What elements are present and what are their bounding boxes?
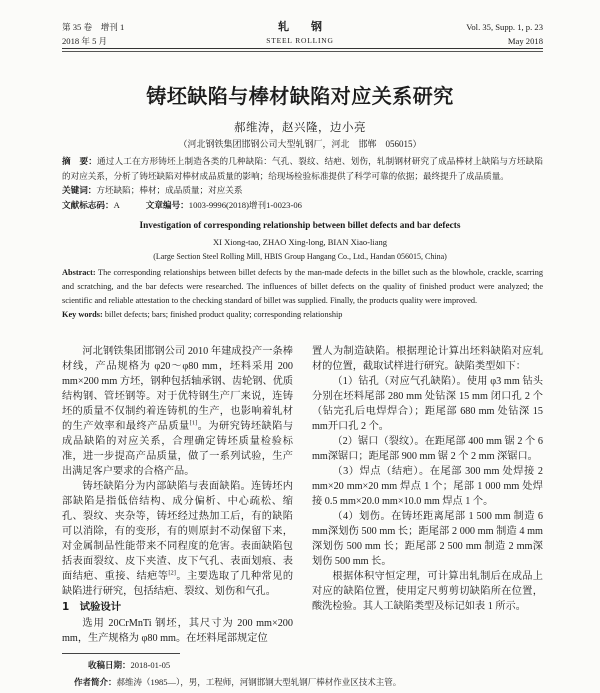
keywords-en-label: Key words: xyxy=(62,310,103,320)
affiliation-en: (Large Section Steel Rolling Mill, HBIS Group Hangang Co., Ltd., Handan 056015, China) xyxy=(153,252,447,261)
keywords-en xyxy=(62,308,543,322)
keywords-cn xyxy=(62,183,543,198)
authors-en: XI Xiong-tao, ZHAO Xing-long, BIAN Xiao-liang xyxy=(213,237,387,247)
abstract-cn-block xyxy=(62,154,543,213)
doc-code-label: 文献标志码： xyxy=(62,201,114,211)
bio-text: 郝维涛（1985—），男，工程师，河钢邯钢大型轧钢厂棒材作业区技术主管。 xyxy=(116,677,402,687)
header-date-cn: 2018 年 5 月 xyxy=(62,36,108,46)
inspection-paragraph: 根据体积守恒定理，可计算出轧制后在成品上对应的缺陷位置，使用定尺剪剪切缺陷所在位置，酸洗检验。其人工缺陷类型及标记如表 1 所示。 xyxy=(312,571,543,612)
paper-title-en: Investigation of corresponding relationship between billet defects and bar defects xyxy=(139,221,461,231)
defect-item-drilled-hole: （1）钻孔（对应气孔缺陷）。使用 φ3 mm 钻头分别在坯料尾部 280 mm 处钻深 15 mm 闭口孔 2 个（钻完孔后电焊焊合）；距尾部 680 mm 处钻深 15 mm开口孔 2 个。 xyxy=(312,376,543,432)
received-label: 收稿日期： xyxy=(88,661,131,671)
intro-paragraph-2 xyxy=(62,479,293,599)
reference-marker-1: [1] xyxy=(189,419,198,427)
header-journal-cn: 轧 钢 xyxy=(278,20,322,33)
header-volume-info xyxy=(62,20,124,48)
keywords-cn-label: 关键词： xyxy=(62,186,97,196)
experiment-paragraph-start: 选用 20CrMnTi 钢坯，其尺寸为 200 mm×200 mm，生产规格为 φ80 mm。在坯料尾部规定位 xyxy=(62,618,293,644)
header-rule xyxy=(62,48,543,52)
abstract-cn-label: 摘 要： xyxy=(62,157,97,167)
doc-code-value: A xyxy=(113,200,120,210)
keywords-cn-text: 方坯缺陷；棒材；成品质量；对应关系 xyxy=(96,185,243,195)
article-number-value: 1003-9996(2018)增刊1-0023-06 xyxy=(188,200,302,210)
affiliation-cn: （河北钢铁集团邯钢公司大型轧钢厂，河北 邯郸 056015） xyxy=(178,139,422,149)
experiment-paragraph-continued: 置人为制造缺陷。根据理论计算出坯料缺陷对应轧材的位置，截取试样进行研究。缺陷类型如下： xyxy=(312,346,543,372)
footnote-received-date xyxy=(88,659,170,673)
abstract-cn xyxy=(62,154,543,183)
abstract-en-block xyxy=(62,266,543,322)
intro-text-1a: 河北钢铁集团邯钢公司 2010 年建成投产一条棒材线，产品规格为 φ20～φ80 mm，坯料采用 200 mm×200 mm 方坯，钢种包括轴承钢、齿轮钢、优质结构钢、管坯钢等。对于优特钢生产厂来说，连铸坯的质量不仅制约着连铸机的生产，也影响着轧材的生产效率和最终产品质量 xyxy=(62,346,294,432)
abstract-en-text: The corresponding relationships between billet defects by the man-made defects in the billet such as the blowhole, crackle, scarring and scratching, and the bar defects were researched. The influences of billet defects on the quality of finished product were analyzed; the scientific and reliable attestation to the checking standard of billet was supplied. Finally, the products quality were improved. xyxy=(62,268,543,306)
header-volume-cn: 第 35 卷 增刊 1 xyxy=(62,22,125,32)
defect-item-scratch: （4）划伤。在铸坯距离尾部 1 500 mm 制造 6 mm深划伤 500 mm 长；距尾部 2 000 mm 制造 4 mm深划伤 500 mm 长；距尾部 2 500 mm 制造 2 mm深划伤 500 mm 长。 xyxy=(312,511,543,567)
reference-marker-2: [2] xyxy=(168,569,176,577)
intro-paragraph-1 xyxy=(62,344,293,479)
intro-text-2b: 。主要选取了几种常见的缺陷进行研究，包括结疤、裂纹、划伤和气孔。 xyxy=(62,571,294,597)
defect-item-saw-cut: （2）锯口（裂纹）。在距尾部 400 mm 锯 2 个 6 mm深锯口；距尾部 900 mm 锯 2 个 2 mm 深锯口。 xyxy=(312,436,543,462)
abstract-cn-text: 通过人工在方形铸坯上制造各类的几种缺陷：气孔、裂纹、结疤、划伤，轧制钢材研究了成品棒材上缺陷与方坯缺陷的对应关系，分析了铸坯缺陷对棒材成品质量的影响；给现场检验标准提供了科学可靠的依据；最终提升了成品质量。 xyxy=(62,156,543,181)
header-date-en: May 2018 xyxy=(507,36,543,46)
document-code-line xyxy=(62,198,543,213)
defect-item-weld-spot: （3）焊点（结疤）。在尾部 300 mm 处焊接 2 mm×20 mm×20 mm 焊点 1 个；尾部 1 000 mm 处焊接 0.5 mm×20.0 mm×10.0 mm 焊点 1 个。 xyxy=(312,466,543,507)
received-value: 2018-01-05 xyxy=(130,660,171,670)
body-column-left xyxy=(62,344,293,646)
paper-title-cn: 铸坯缺陷与棒材缺陷对应关系研究 xyxy=(146,84,454,108)
intro-text-2a: 铸坯缺陷分为内部缺陷与表面缺陷。连铸坯内部缺陷是指低倍结构、成分偏析、中心疏松、缩孔、裂纹、夹杂等，铸坯经过热加工后，有的缺陷可以消除，有的变形，有的则原封不动保留下来，对金属制品性能带来不同程度的危害。表面缺陷包括表面裂纹、皮下夹渣、皮下气孔、表面划痕、表面结疤、重接、结疤等 xyxy=(62,481,293,582)
header-volume-en: Vol. 35, Supp. 1, p. 23 xyxy=(466,22,543,32)
abstract-en-label: Abstract: xyxy=(62,268,96,277)
article-number-label: 文章编号： xyxy=(145,201,189,211)
abstract-en xyxy=(62,266,543,308)
keywords-en-text: billet defects; bars; finished product quality; corresponding relationship xyxy=(104,310,343,320)
header-volume-info-en xyxy=(466,20,543,48)
header-journal-en: STEEL ROLLING xyxy=(266,36,334,45)
body-column-right xyxy=(312,344,543,614)
intro-text-1b: 。为研究铸坯缺陷与成品缺陷的对应关系，合理确定铸坯质量检验标准，进一步提高产品质量，做了一系列试验，生产出满足客户要求的合格产品。 xyxy=(62,421,294,477)
section-heading-1: 1 试验设计 xyxy=(62,601,122,613)
bio-label: 作者简介： xyxy=(74,678,117,688)
header-journal-name xyxy=(230,20,370,48)
authors-cn: 郝维涛，赵兴隆，边小亮 xyxy=(234,122,366,134)
footnote-author-bio xyxy=(74,676,401,690)
footnote-rule xyxy=(62,653,180,654)
